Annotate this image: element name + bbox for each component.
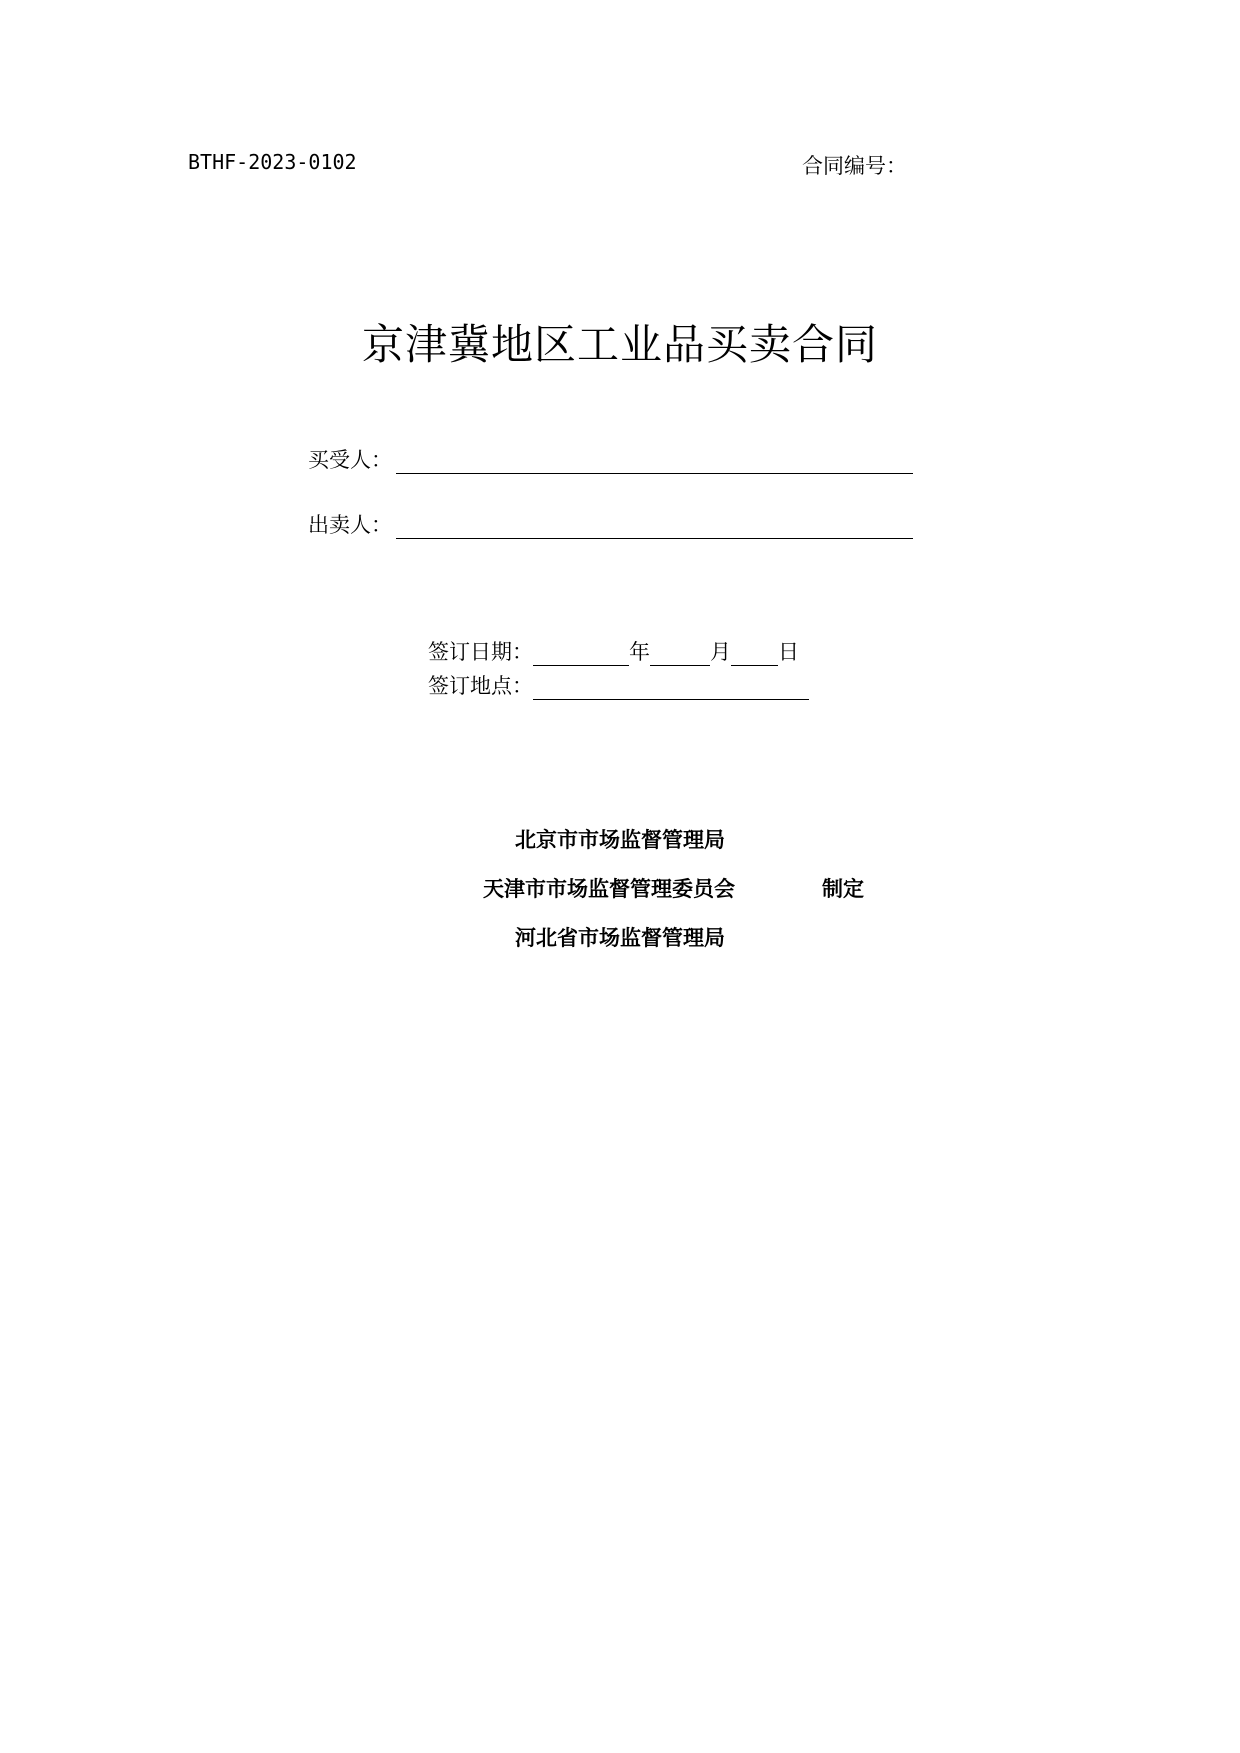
contract-number-label: 合同编号： [802,154,907,178]
month-field[interactable] [650,643,710,666]
signing-date-label: 签订日期： [428,640,533,664]
month-label: 月 [710,640,731,664]
signing-place-field[interactable] [533,677,809,700]
buyer-field[interactable] [396,451,913,474]
signing-place-label: 签订地点： [428,674,533,698]
document-title: 京津冀地区工业品买卖合同 [361,320,878,369]
issuer-tianjin: 天津市市场监督管理委员会 [483,877,735,901]
seller-label: 出卖人： [308,513,392,537]
document-code: BTHF-2023-0102 [188,150,357,174]
day-label: 日 [778,640,799,664]
buyer-label: 买受人： [308,448,392,472]
year-label: 年 [629,640,650,664]
seller-field[interactable] [396,516,913,539]
buyer-row [308,444,913,474]
signing-date-row [428,636,799,666]
seller-row [308,509,913,539]
day-field[interactable] [731,643,778,666]
issuer-suffix: 制定 [822,877,864,901]
issuer-beijing: 北京市市场监督管理局 [515,828,725,852]
signing-place-row [428,670,809,700]
issuer-hebei: 河北省市场监督管理局 [515,926,725,950]
year-field[interactable] [533,643,629,666]
